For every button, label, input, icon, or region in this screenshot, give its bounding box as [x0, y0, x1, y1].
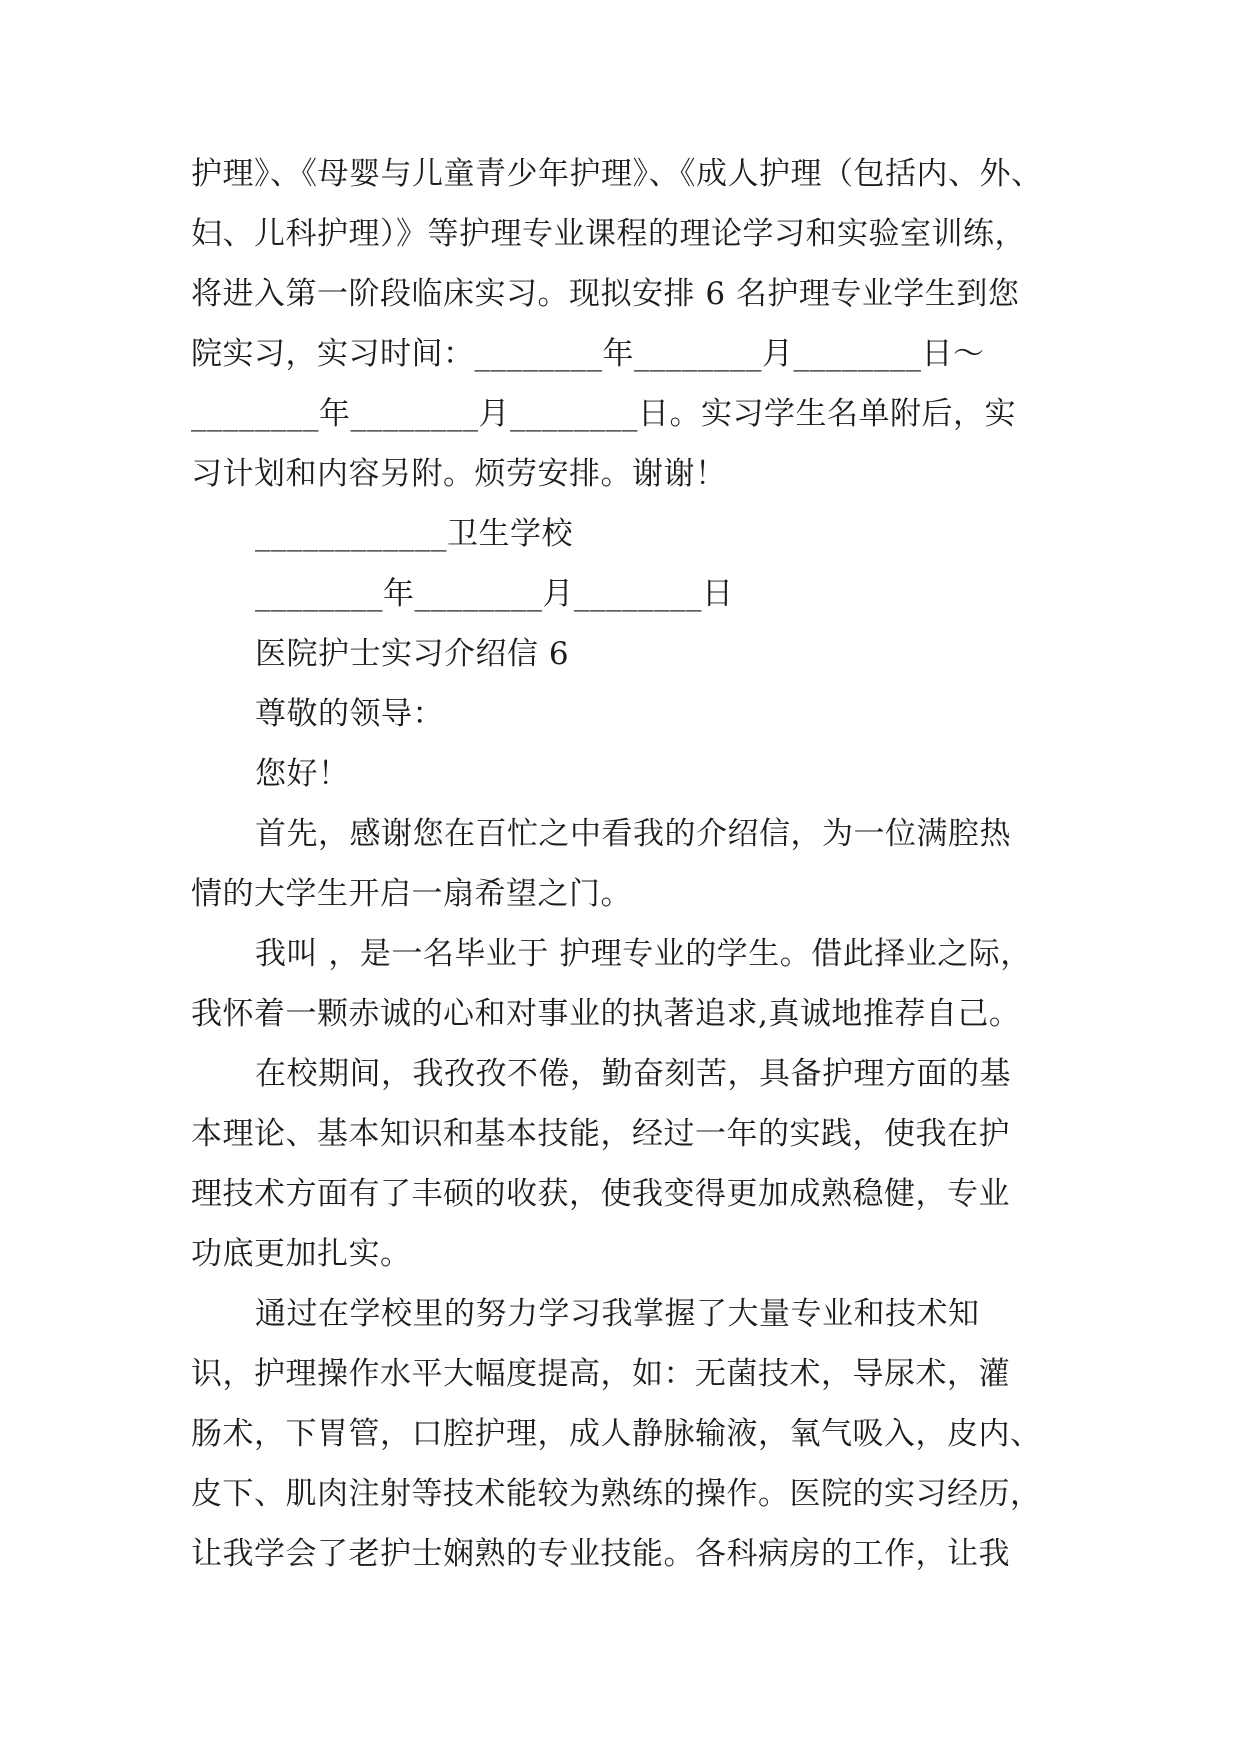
- text-line: 情的大学生开启一扇希望之门。: [191, 876, 632, 912]
- text-line: 识，护理操作水平大幅度提高，如：无菌技术，导尿术，灌: [191, 1356, 1010, 1392]
- section-title: 医院护士实习介绍信 6: [255, 636, 570, 672]
- text-line: 肠术，下胃管，口腔护理，成人静脉输液，氧气吸入，皮内、: [191, 1416, 1042, 1452]
- date-line: ________年________月________日: [255, 576, 734, 612]
- text-line: ________年________月________日。实习学生名单附后，实: [191, 396, 1016, 432]
- school-signature-line: ____________卫生学校: [255, 516, 573, 552]
- text-line: 在校期间，我孜孜不倦，勤奋刻苦，具备护理方面的基: [255, 1056, 1011, 1092]
- text-line: 我叫 ，是一名毕业于 护理专业的学生。借此择业之际，: [255, 936, 1032, 972]
- text-line: 功底更加扎实。: [191, 1236, 412, 1272]
- text-line: 妇、儿科护理）》等护理专业课程的理论学习和实验室训练，: [191, 216, 1026, 252]
- text-line: 习计划和内容另附。烦劳安排。谢谢！: [191, 456, 727, 492]
- salutation: 尊敬的领导：: [255, 696, 444, 732]
- text-line: 让我学会了老护士娴熟的专业技能。各科病房的工作，让我: [191, 1536, 1010, 1572]
- text-line: 皮下、肌肉注射等技术能较为熟练的操作。医院的实习经历，: [191, 1476, 1042, 1512]
- text-line: 首先，感谢您在百忙之中看我的介绍信，为一位满腔热: [255, 816, 1011, 852]
- text-line: 护理》、《母婴与儿童青少年护理》、《成人护理（包括内、外、: [191, 156, 1043, 192]
- text-line: 将进入第一阶段临床实习。现拟安排 6 名护理专业学生到您: [191, 276, 1020, 312]
- greeting: 您好！: [255, 756, 350, 792]
- text-line: 院实习，实习时间：________年________月________日～: [191, 336, 985, 372]
- text-line: 理技术方面有了丰硕的收获，使我变得更加成熟稳健，专业: [191, 1176, 1010, 1212]
- text-line: 本理论、基本知识和基本技能，经过一年的实践，使我在护: [191, 1116, 1010, 1152]
- text-line: 我怀着一颗赤诚的心和对事业的执著追求,真诚地推荐自己。: [191, 996, 1021, 1032]
- document-body: [191, 144, 1071, 1584]
- text-line: 通过在学校里的努力学习我掌握了大量专业和技术知: [255, 1296, 980, 1332]
